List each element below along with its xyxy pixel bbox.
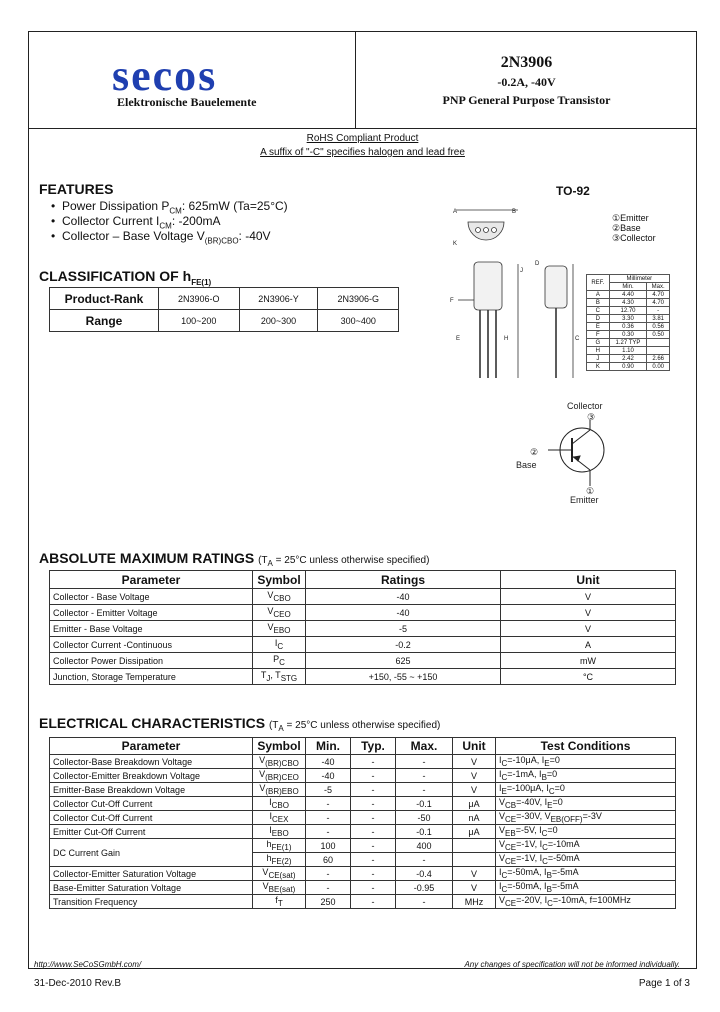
col-header: Unit [453,738,496,755]
dim-letter: E [456,336,461,342]
range-cell: 100~200 [159,310,240,332]
dim-cell: 2.42 [609,355,647,363]
symbol-text: I [274,638,278,649]
symbol-sub: C [279,657,285,667]
condition-cell: $I_C=-1mA$, $I_B=0$ [496,769,676,783]
note-post: = 25°C unless otherwise specified) [272,555,430,566]
table-row [50,797,676,811]
symbol-sub: EBO [271,828,289,838]
dim-cell: 4.70 [647,291,670,299]
typ-cell: - [351,853,396,867]
rating-cell: +150, -55 ~ +150 [306,669,501,685]
classification-title [39,268,211,287]
param-cell: Collector - Base Voltage [50,589,253,605]
symbol-sub: CBO [271,800,289,810]
feature-value: : -200mA [171,214,221,228]
symbol-sub: FE(1) [271,842,292,852]
unit-cell: V [453,881,496,895]
emitter-label: Emitter [570,495,599,505]
param-cell: Collector Cut-Off Current [50,797,253,811]
range-label: Range [50,310,159,332]
param-cell: Collector Current -Continuous [50,637,253,653]
dim-cell [647,347,670,355]
symbol-cell [253,637,306,653]
table-row [50,310,399,332]
dim-cell: 0.90 [609,363,647,371]
unit-cell: V [453,783,496,797]
abs-max-note [258,555,429,566]
dim-cell: 4.30 [609,299,647,307]
table-row [50,867,676,881]
note-sub: A [278,724,284,733]
abs-max-body [50,589,676,685]
symbol-text: V [267,606,274,617]
dim-cell: B [587,299,610,307]
symbol-sub: (BR)CEO [265,772,299,782]
dim-cell: 4.40 [609,291,647,299]
dim-header: Min. [609,283,647,291]
dim-cell: 1.27 TYP [609,339,647,347]
table-row [50,669,676,685]
table-row [587,315,670,323]
condition-cell: $I_E=-100\mu A$, $I_C=0$ [496,783,676,797]
unit-cell [453,853,496,867]
symbol-sub: STG [280,673,298,683]
typ-cell: - [351,825,396,839]
param-cell: Emitter Cut-Off Current [50,825,253,839]
symbol-text: V [259,755,266,766]
abs-max-title-text: ABSOLUTE MAXIMUM RATINGS [39,550,255,566]
col-header: Parameter [50,738,253,755]
unit-cell: V [501,589,676,605]
symbol-sub: (BR)CBO [265,758,299,768]
feature-item [62,229,271,245]
table-row [587,331,670,339]
symbol-text: P [273,654,280,665]
param-cell: Junction, Storage Temperature [50,669,253,685]
param-cell: Transition Frequency [50,895,253,909]
param-cell: DC Current Gain [50,839,253,867]
emitter-arrow [574,456,580,461]
dim-cell: 4.70 [647,299,670,307]
symbol-text: V [259,769,266,780]
typ-cell: - [351,783,396,797]
pin-hole [492,228,497,233]
dim-cell: F [587,331,610,339]
feature-value: : 625mW (Ta=25°C) [181,199,288,213]
symbol-cell [253,621,306,637]
min-cell: -5 [306,783,351,797]
dim-cell: J [587,355,610,363]
symbol-text: h [266,839,272,850]
dim-cell: A [587,291,610,299]
rank-label: Product-Rank [50,288,159,310]
symbol-cell [253,881,306,895]
feature-item [62,199,288,215]
condition-cell: $V_{CE}=-20V$, $I_C=-10mA$, f=100MHz [496,895,676,909]
min-cell: - [306,811,351,825]
symbol-text: T [260,670,267,681]
max-cell: - [396,853,453,867]
symbol-text: I [269,825,272,836]
symbol-text: V [267,590,274,601]
base-pin: ② [530,447,539,457]
min-cell: - [306,881,351,895]
table-row [50,755,676,769]
elec-title-text: ELECTRICAL CHARACTERISTICS [39,715,266,731]
unit-cell: MHz [453,895,496,909]
table-row [50,288,399,310]
unit-cell: A [501,637,676,653]
dim-cell: H [587,347,610,355]
col-header: Min. [306,738,351,755]
symbol-cell [253,895,306,909]
condition-cell: $I_C=-50mA$, $I_B=-5mA$ [496,881,676,895]
table-row [587,299,670,307]
symbol-sub: C [277,641,284,651]
param-cell: Collector - Emitter Voltage [50,605,253,621]
unit-cell: μA [453,797,496,811]
max-cell: - [396,755,453,769]
table-row [50,653,676,669]
dim-cell: - [647,307,670,315]
symbol-cell [253,605,306,621]
symbol-cell [253,867,306,881]
company-logo [112,51,218,100]
typ-cell: - [351,881,396,895]
abs-max-table [49,570,676,685]
rating-cell: -40 [306,605,501,621]
dim-letter: K [453,241,458,247]
rank-cell: 2N3906-O [159,288,240,310]
rating-cell: 625 [306,653,501,669]
symbol-text: h [266,853,272,864]
table-row [587,291,670,299]
dim-cell: D [587,315,610,323]
table-row [587,355,670,363]
dim-cell: G [587,339,610,347]
feature-text: Power Dissipation P [62,199,170,213]
dim-header: Max. [647,283,670,291]
rank-cell: 2N3906-Y [239,288,318,310]
symbol-sub: FE(2) [271,856,292,866]
dim-body [587,291,670,371]
condition-cell: $V_{CE}=-30V$, $V_{EB(OFF)}=-3V$ [496,811,676,825]
condition-cell: $I_C=-50mA$, $I_B=-5mA$ [496,867,676,881]
symbol-cell [253,589,306,605]
features-title: FEATURES [39,181,114,197]
condition-cell: $V_{CB}=-40V$, $I_E=0$ [496,797,676,811]
table-row [50,769,676,783]
symbol-cell [253,653,306,669]
symbol-cell [253,853,306,867]
dim-cell: 3.30 [609,315,647,323]
feature-value: : -40V [238,229,271,243]
min-cell: 60 [306,853,351,867]
classification-title-sub: FE(1) [191,277,212,287]
col-header: Symbol [253,738,306,755]
unit-cell: nA [453,811,496,825]
dim-letter: C [575,336,580,342]
symbol-cell [253,825,306,839]
dim-header: REF. [587,275,610,291]
dim-cell: 0.50 [647,331,670,339]
dim-letter: H [504,336,509,342]
dimension-table [586,274,670,371]
symbol-cell [253,669,306,685]
header-divider [28,128,697,129]
note-text: (T [258,555,268,566]
part-number: 2N3906 [500,54,553,71]
col-header: Typ. [351,738,396,755]
condition-cell: $V_{CE}=-1V$, $I_C=-50mA$ [496,853,676,867]
pin-label-base: ②Base [612,223,641,233]
unit-cell: V [453,769,496,783]
rating-cell: -0.2 [306,637,501,653]
elec-title [39,715,440,733]
dim-cell: 1.10 [609,347,647,355]
symbol-text: I [269,811,273,822]
symbol-text: , T [270,670,281,681]
col-header: Max. [396,738,453,755]
package-title: TO-92 [556,184,590,198]
dim-cell: 0.36 [609,323,647,331]
rohs-line-1: RoHS Compliant Product [306,133,419,144]
dim-cell: 0.56 [647,323,670,331]
pin-label-collector: ③Collector [612,233,656,243]
range-cell: 300~400 [318,310,399,332]
col-header: Unit [501,571,676,589]
pin-label-emitter: ①Emitter [612,213,649,223]
param-cell: Collector Power Dissipation [50,653,253,669]
footer-date: 31-Dec-2010 Rev.B [34,978,122,989]
pin-hole [484,228,489,233]
table-row [50,839,676,853]
abs-max-title [39,550,429,568]
elec-body [50,755,676,909]
rating-cell: -5 [306,621,501,637]
dim-letter: A [453,209,458,215]
symbol-cell [253,839,306,853]
table-row [587,347,670,355]
typ-cell: - [351,895,396,909]
company-name: Elektronische Bauelemente [117,95,257,109]
symbol-sub: T [277,898,283,908]
table-row [50,738,676,755]
typ-cell: - [351,797,396,811]
param-cell: Collector Cut-Off Current [50,811,253,825]
unit-cell: mW [501,653,676,669]
max-cell: -0.95 [396,881,453,895]
unit-cell [453,839,496,853]
collector-label: Collector [567,401,603,411]
pin-hole [476,228,481,233]
table-row [587,307,670,315]
symbol-sub: CBO [273,593,291,603]
table-row [50,605,676,621]
unit-cell: V [453,867,496,881]
dim-cell: C [587,307,610,315]
symbol-sub: J [266,673,271,683]
package-front-view [474,262,502,310]
footer-notice: Any changes of specification will not be informed individually. [464,960,680,969]
max-cell: - [396,783,453,797]
dim-cell: 0.30 [609,331,647,339]
table-row [50,637,676,653]
param-cell: Emitter - Base Voltage [50,621,253,637]
feature-item [62,214,221,230]
feature-text: Collector Current I [62,214,160,228]
min-cell: - [306,825,351,839]
col-header: Ratings [306,571,501,589]
table-row [50,783,676,797]
table-row [587,339,670,347]
col-header: Parameter [50,571,253,589]
symbol-text: I [269,797,272,808]
typ-cell: - [351,839,396,853]
transistor-symbol [512,400,622,510]
param-cell: Collector-Emitter Breakdown Voltage [50,769,253,783]
table-row [50,621,676,637]
note-text: (T [268,720,279,731]
condition-cell: $V_{CE}=-1V$, $I_C=-10mA$ [496,839,676,853]
symbol-sub: EBO [273,625,291,635]
typ-cell: - [351,755,396,769]
min-cell: 250 [306,895,351,909]
unit-cell: μA [453,825,496,839]
param-cell: Collector-Emitter Saturation Voltage [50,867,253,881]
table-row [50,895,676,909]
elec-note [269,720,440,731]
symbol-sub: CE(sat) [268,870,296,880]
dim-letter: B [512,209,517,215]
dim-cell: 0.00 [647,363,670,371]
dim-cell [647,339,670,347]
emitter-pin: ① [586,486,595,496]
collector-pin: ③ [587,412,596,422]
unit-cell: V [453,755,496,769]
min-cell: - [306,867,351,881]
col-header: Symbol [253,571,306,589]
symbol-cell [253,769,306,783]
dim-cell: 3.81 [647,315,670,323]
table-row [50,825,676,839]
feature-sub: CM [169,206,182,216]
dim-cell: E [587,323,610,331]
symbol-text: f [275,895,278,906]
symbol-cell [253,783,306,797]
typ-cell: - [351,769,396,783]
footer-url[interactable]: http://www.SeCoSGmbH.com/ [34,960,142,969]
unit-cell: V [501,621,676,637]
part-description: PNP General Purpose Transistor [442,93,611,107]
min-cell: - [306,797,351,811]
max-cell: -0.1 [396,825,453,839]
max-cell: -50 [396,811,453,825]
param-cell: Base-Emitter Saturation Voltage [50,881,253,895]
param-cell: Emitter-Base Breakdown Voltage [50,783,253,797]
dim-cell: 12.70 [609,307,647,315]
collector-lead [572,430,590,444]
table-row [587,323,670,331]
max-cell: -0.4 [396,867,453,881]
table-row [587,275,670,283]
symbol-text: V [262,881,269,892]
min-cell: 100 [306,839,351,853]
feature-sub: (BR)CBO [204,236,239,246]
condition-cell: $I_C=-10\mu A$, $I_E=0$ [496,755,676,769]
table-row [50,881,676,895]
rank-cell: 2N3906-G [318,288,399,310]
dim-letter: J [520,268,523,274]
logo-text: secos [112,51,218,100]
table-row [50,589,676,605]
symbol-sub: CEX [272,814,289,824]
dim-letter: D [535,261,540,267]
note-post: = 25°C unless otherwise specified) [283,720,441,731]
min-cell: -40 [306,769,351,783]
symbol-cell [253,797,306,811]
feature-text: Collector – Base Voltage V [62,229,205,243]
footer-page: Page 1 of 3 [638,978,690,989]
feature-sub: CM [159,221,172,231]
min-cell: -40 [306,755,351,769]
condition-cell: $V_{EB}=-5V$, $I_C=0$ [496,825,676,839]
table-row [587,363,670,371]
unit-cell: V [501,605,676,621]
base-label: Base [516,460,537,470]
max-cell: -0.1 [396,797,453,811]
typ-cell: - [351,867,396,881]
package-side-view [545,266,567,308]
classification-table [49,287,399,332]
elec-table [49,737,676,909]
unit-cell: °C [501,669,676,685]
max-cell: 400 [396,839,453,853]
dim-cell: K [587,363,610,371]
rohs-line-2: A suffix of "-C" specifies halogen and lead free [260,147,465,158]
note-sub: A [267,559,273,568]
table-row [50,811,676,825]
symbol-text: V [262,867,269,878]
param-cell: Collector-Base Breakdown Voltage [50,755,253,769]
typ-cell: - [351,811,396,825]
max-cell: - [396,895,453,909]
symbol-sub: (BR)EBO [265,786,299,796]
classification-title-text: CLASSIFICATION OF h [39,268,192,284]
table-row [50,571,676,589]
symbol-text: V [259,783,266,794]
symbol-sub: BE(sat) [268,884,296,894]
part-rating: -0.2A, -40V [497,75,556,89]
max-cell: - [396,769,453,783]
dim-header: Millimeter [609,275,669,283]
symbol-cell [253,755,306,769]
symbol-sub: CEO [273,609,291,619]
range-cell: 200~300 [239,310,318,332]
col-header: Test Conditions [496,738,676,755]
symbol-cell [253,811,306,825]
dim-cell: 2.66 [647,355,670,363]
symbol-text: V [267,622,274,633]
rating-cell: -40 [306,589,501,605]
dim-letter: F [450,298,454,304]
